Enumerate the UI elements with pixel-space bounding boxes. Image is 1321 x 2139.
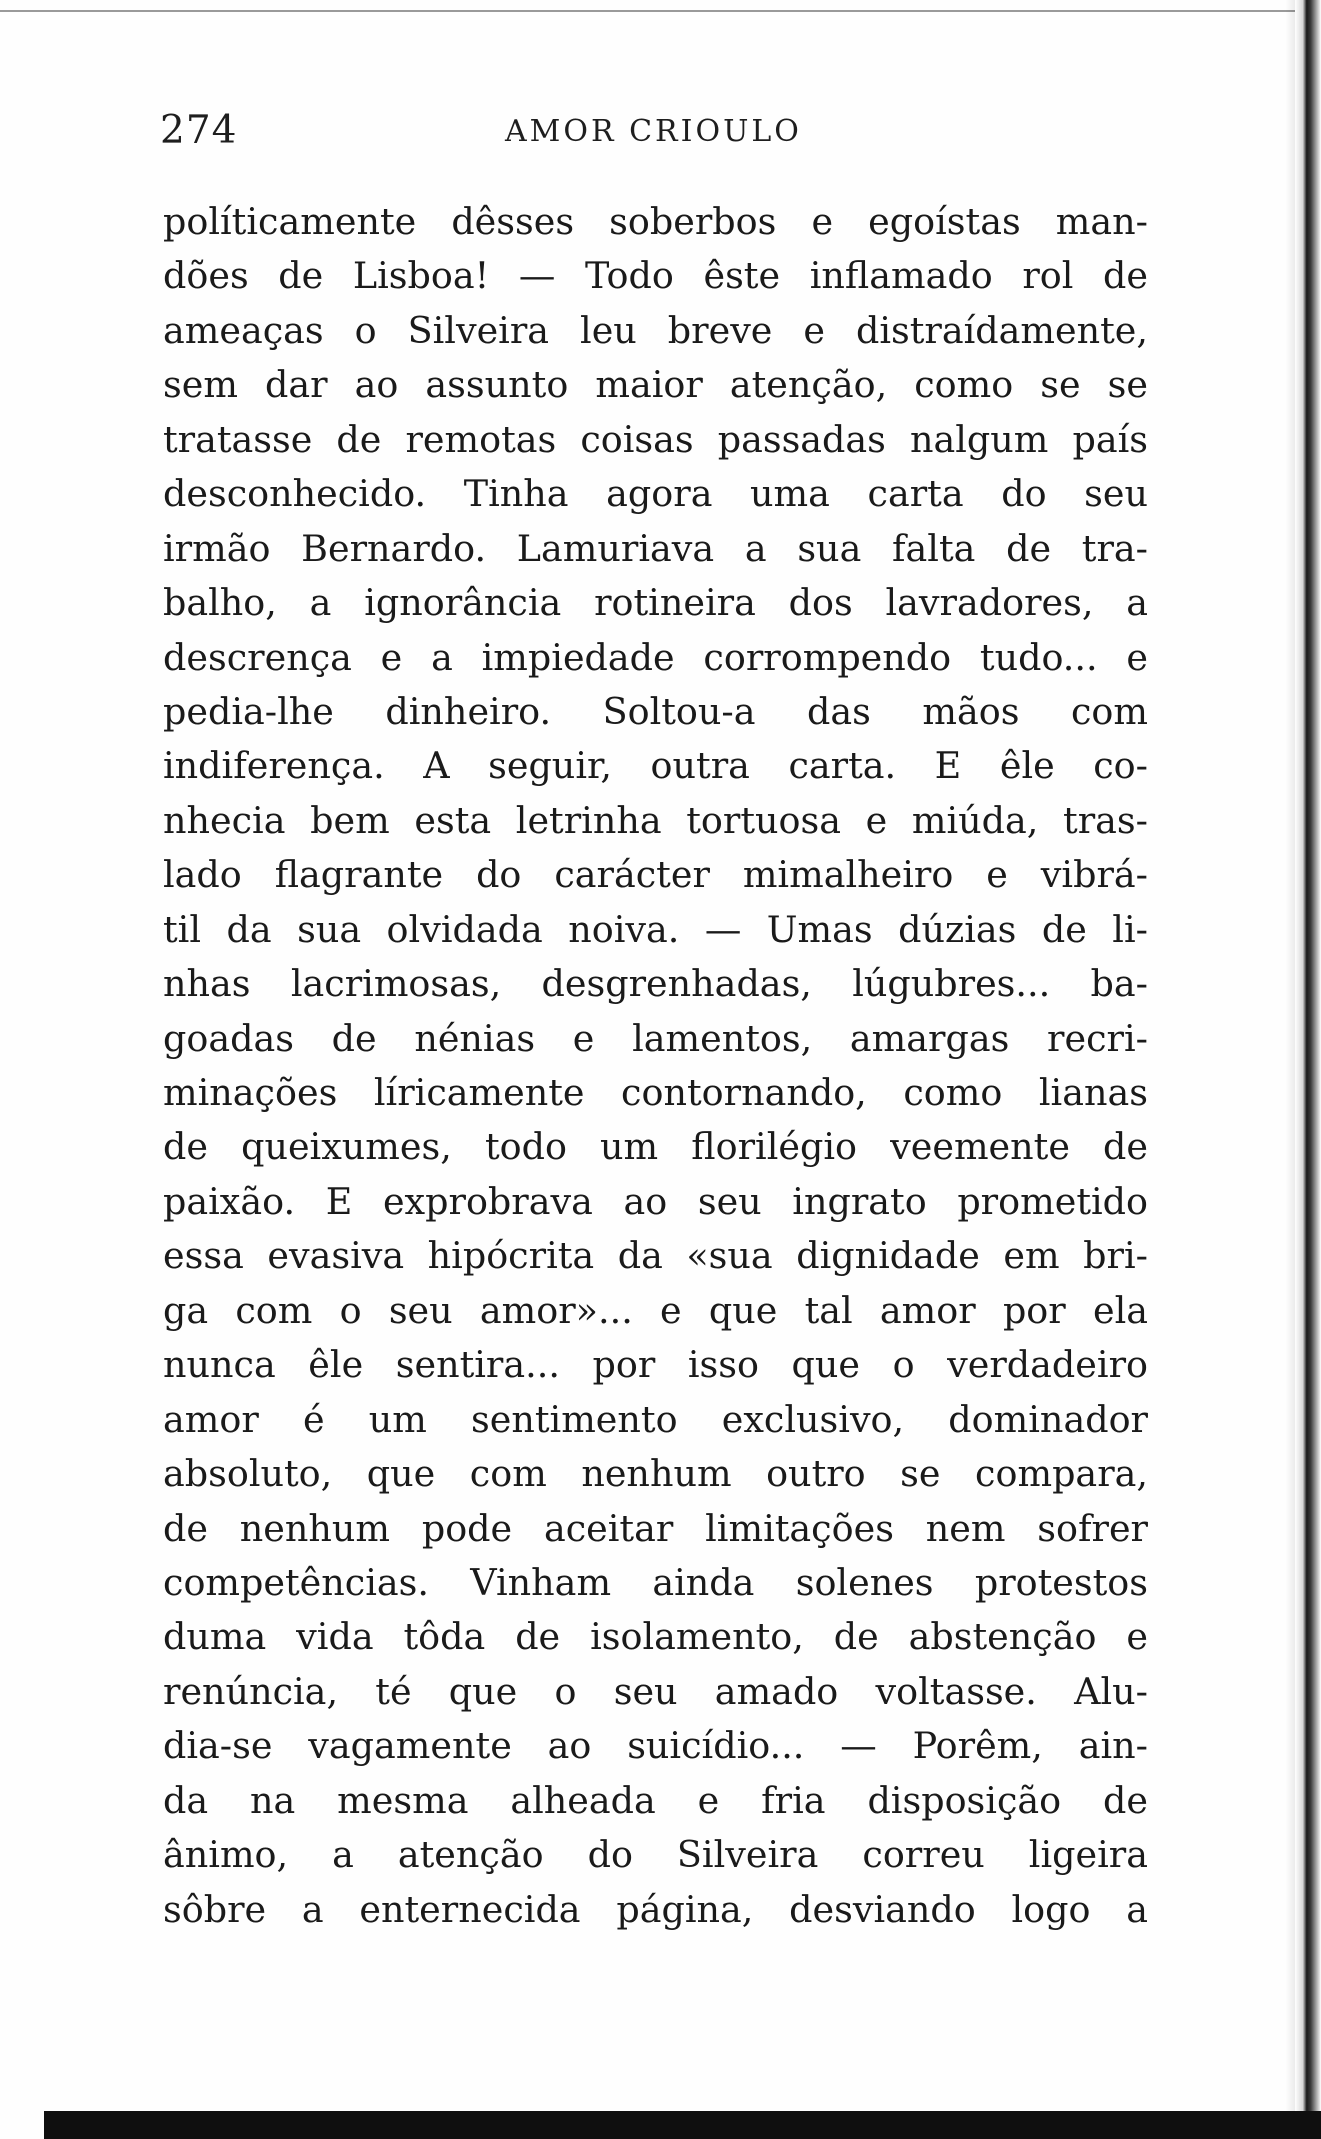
text-line: ameaças o Silveira leu breve e distraídamente, <box>163 308 1148 352</box>
body-text <box>163 195 1148 1937</box>
text-line: descrença e a impiedade corrompendo tudo... e <box>163 635 1148 679</box>
text-line: renúncia, té que o seu amado voltasse. Alu- <box>163 1669 1148 1713</box>
text-line: lado flagrante do carácter mimalheiro e vibrá- <box>163 853 1148 897</box>
text-line: minações líricamente contornando, como lianas <box>163 1071 1148 1114</box>
text-line: de queixumes, todo um florilégio veemente de <box>163 1125 1148 1169</box>
text-line: dões de Lisboa! — Todo êste inflamado rol de <box>163 254 1148 298</box>
text-line: amor é um sentimento exclusivo, dominador <box>163 1397 1148 1441</box>
scan-top-edge <box>0 10 1300 12</box>
text-line: sôbre a enternecida página, desviando logo a <box>163 1887 1148 1931</box>
text-line: dia-se vagamente ao suicídio... — Porêm, ain- <box>163 1724 1148 1768</box>
text-line: nhas lacrimosas, desgrenhadas, lúgubres... ba- <box>163 962 1148 1006</box>
text-line: til da sua olvidada noiva. — Umas dúzias de li- <box>163 907 1148 951</box>
text-line: essa evasiva hipócrita da «sua dignidade em bri- <box>163 1234 1148 1278</box>
text-line: da na mesma alheada e fria disposição de <box>163 1778 1148 1822</box>
text-line: absoluto, que com nenhum outro se compara, <box>163 1452 1148 1496</box>
scan-bottom-edge <box>44 2111 1321 2139</box>
text-line: desconhecido. Tinha agora uma carta do seu <box>163 472 1148 516</box>
text-line: ânimo, a atenção do Silveira correu ligeira <box>163 1833 1148 1877</box>
text-line: tratasse de remotas coisas passadas nalgum país <box>163 417 1148 461</box>
page-header <box>160 108 1140 158</box>
page-number: 274 <box>160 108 238 153</box>
text-line: nhecia bem esta letrinha tortuosa e miúda, tras- <box>163 798 1148 842</box>
text-line: paixão. E exprobrava ao seu ingrato prometido <box>163 1179 1148 1223</box>
text-line: pedia-lhe dinheiro. Soltou-a das mãos com <box>163 689 1148 733</box>
text-line: balho, a ignorância rotineira dos lavradores, a <box>163 581 1148 625</box>
text-line: irmão Bernardo. Lamuriava a sua falta de tra- <box>163 526 1148 570</box>
text-line: ga com o seu amor»... e que tal amor por ela <box>163 1288 1148 1332</box>
text-line: nunca êle sentira... por isso que o verdadeiro <box>163 1343 1148 1387</box>
binding-shadow <box>1285 0 1295 2139</box>
text-line: duma vida tôda de isolamento, de abstenção e <box>163 1615 1148 1659</box>
text-line: sem dar ao assunto maior atenção, como se se <box>163 363 1148 407</box>
text-line: goadas de nénias e lamentos, amargas recri- <box>163 1016 1148 1060</box>
running-head: AMOR CRIOULO <box>505 114 802 149</box>
text-line: de nenhum pode aceitar limitações nem sofrer <box>163 1506 1148 1550</box>
binding-gutter <box>1295 0 1321 2139</box>
text-line: indiferença. A seguir, outra carta. E êle co- <box>163 744 1148 788</box>
text-line: competências. Vinham ainda solenes protestos <box>163 1560 1148 1604</box>
text-line: políticamente dêsses soberbos e egoístas man- <box>163 200 1148 243</box>
